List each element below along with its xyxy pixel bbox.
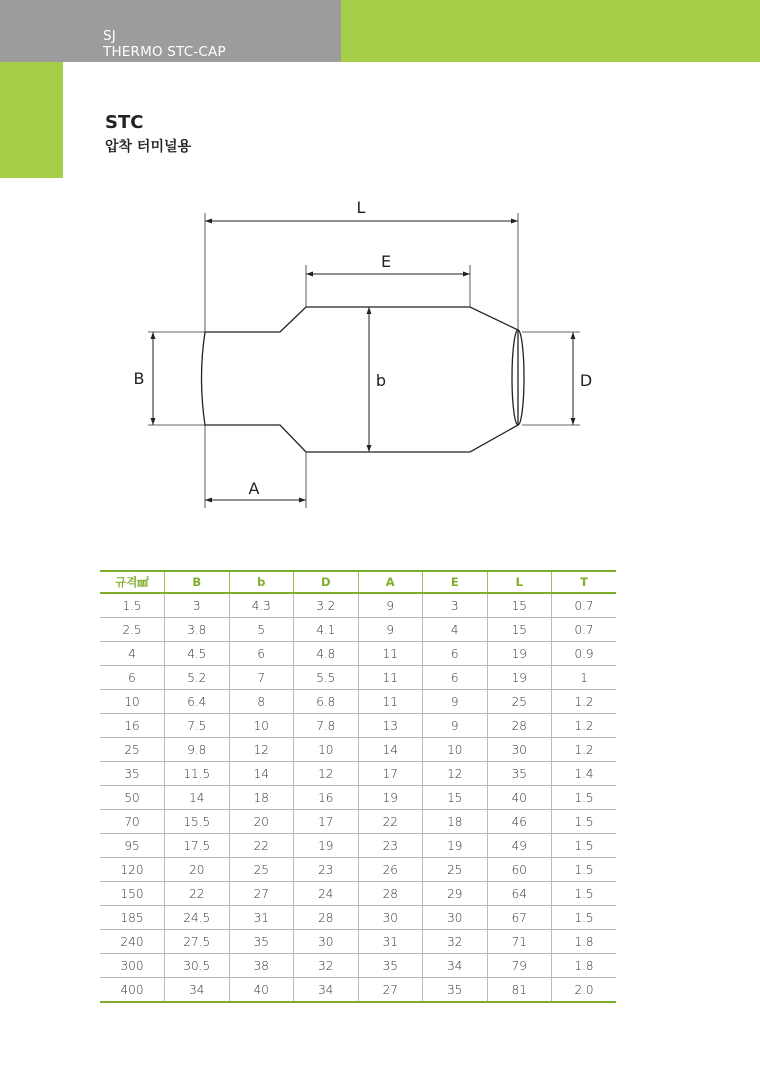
table-cell: 12	[294, 762, 359, 786]
column-header: 규격㎟	[100, 571, 165, 593]
table-cell: 67	[487, 906, 552, 930]
table-cell: 26	[358, 858, 423, 882]
table-cell: 16	[294, 786, 359, 810]
table-cell: 46	[487, 810, 552, 834]
table-cell: 6.8	[294, 690, 359, 714]
table-cell: 5	[229, 618, 294, 642]
table-row	[100, 954, 616, 978]
table-row	[100, 810, 616, 834]
table-cell: 25	[487, 690, 552, 714]
table-cell: 35	[229, 930, 294, 954]
table-row	[100, 762, 616, 786]
table-cell: 1	[552, 666, 617, 690]
table-cell: 19	[423, 834, 488, 858]
table-row	[100, 666, 616, 690]
table-cell: 11.5	[165, 762, 230, 786]
table-row	[100, 978, 616, 1003]
table-cell: 6	[229, 642, 294, 666]
table-cell: 19	[294, 834, 359, 858]
spec-table	[100, 570, 616, 1003]
table-cell: 7	[229, 666, 294, 690]
table-cell: 60	[487, 858, 552, 882]
table-cell: 30	[294, 930, 359, 954]
table-cell: 9	[358, 618, 423, 642]
table-cell: 35	[487, 762, 552, 786]
table-row	[100, 738, 616, 762]
table-cell: 40	[487, 786, 552, 810]
table-cell: 2.0	[552, 978, 617, 1003]
table-cell: 4.1	[294, 618, 359, 642]
table-cell: 13	[358, 714, 423, 738]
table-cell: 35	[423, 978, 488, 1003]
table-cell: 6	[423, 642, 488, 666]
table-cell: 1.5	[100, 593, 165, 618]
table-cell: 35	[358, 954, 423, 978]
table-cell: 25	[229, 858, 294, 882]
table-cell: 14	[358, 738, 423, 762]
table-cell: 1.5	[552, 834, 617, 858]
table-cell: 30.5	[165, 954, 230, 978]
table-cell: 14	[165, 786, 230, 810]
table-cell: 9.8	[165, 738, 230, 762]
table-cell: 0.9	[552, 642, 617, 666]
table-row	[100, 642, 616, 666]
table-cell: 30	[423, 906, 488, 930]
table-cell: 12	[229, 738, 294, 762]
table-cell: 16	[100, 714, 165, 738]
table-cell: 23	[294, 858, 359, 882]
table-cell: 4.3	[229, 593, 294, 618]
column-header: T	[552, 571, 617, 593]
table-cell: 1.8	[552, 954, 617, 978]
table-cell: 18	[229, 786, 294, 810]
table-cell: 20	[229, 810, 294, 834]
table-cell: 30	[487, 738, 552, 762]
dim-label-A: A	[248, 479, 260, 498]
column-header: E	[423, 571, 488, 593]
table-cell: 34	[423, 954, 488, 978]
table-cell: 35	[100, 762, 165, 786]
table-cell: 71	[487, 930, 552, 954]
table-cell: 19	[358, 786, 423, 810]
column-header: b	[229, 571, 294, 593]
table-cell: 19	[487, 642, 552, 666]
table-cell: 34	[165, 978, 230, 1003]
table-cell: 6	[100, 666, 165, 690]
table-cell: 49	[487, 834, 552, 858]
table-cell: 400	[100, 978, 165, 1003]
table-cell: 24.5	[165, 906, 230, 930]
table-cell: 3.2	[294, 593, 359, 618]
table-cell: 81	[487, 978, 552, 1003]
table-cell: 14	[229, 762, 294, 786]
table-row	[100, 906, 616, 930]
table-cell: 23	[358, 834, 423, 858]
table-cell: 17	[294, 810, 359, 834]
table-cell: 28	[358, 882, 423, 906]
table-cell: 1.5	[552, 906, 617, 930]
table-cell: 27.5	[165, 930, 230, 954]
table-cell: 5.5	[294, 666, 359, 690]
table-cell: 1.2	[552, 738, 617, 762]
table-cell: 3.8	[165, 618, 230, 642]
table-cell: 10	[423, 738, 488, 762]
spec-table-body	[100, 593, 616, 1002]
table-cell: 300	[100, 954, 165, 978]
table-cell: 22	[165, 882, 230, 906]
table-cell: 17.5	[165, 834, 230, 858]
table-cell: 9	[423, 690, 488, 714]
column-header: A	[358, 571, 423, 593]
table-cell: 1.2	[552, 714, 617, 738]
table-cell: 11	[358, 666, 423, 690]
table-cell: 4.5	[165, 642, 230, 666]
table-cell: 8	[229, 690, 294, 714]
table-cell: 22	[229, 834, 294, 858]
dim-label-L: L	[356, 198, 366, 217]
table-row	[100, 690, 616, 714]
table-row	[100, 882, 616, 906]
table-cell: 150	[100, 882, 165, 906]
table-cell: 27	[229, 882, 294, 906]
table-cell: 70	[100, 810, 165, 834]
table-cell: 22	[358, 810, 423, 834]
table-cell: 79	[487, 954, 552, 978]
section-subtitle: 압착 터미널용	[105, 139, 192, 155]
dim-label-b: b	[375, 371, 387, 390]
table-cell: 7.5	[165, 714, 230, 738]
table-cell: 15.5	[165, 810, 230, 834]
table-cell: 6	[423, 666, 488, 690]
table-cell: 3	[423, 593, 488, 618]
table-cell: 9	[358, 593, 423, 618]
table-cell: 4.8	[294, 642, 359, 666]
brand-line-2: THERMO STC-CAP	[103, 44, 226, 60]
table-cell: 30	[358, 906, 423, 930]
table-cell: 31	[358, 930, 423, 954]
table-cell: 10	[100, 690, 165, 714]
table-row	[100, 858, 616, 882]
section-title: STC	[105, 112, 144, 133]
table-cell: 29	[423, 882, 488, 906]
table-cell: 32	[294, 954, 359, 978]
table-cell: 2.5	[100, 618, 165, 642]
table-cell: 50	[100, 786, 165, 810]
table-cell: 64	[487, 882, 552, 906]
table-cell: 28	[294, 906, 359, 930]
table-cell: 0.7	[552, 618, 617, 642]
table-row	[100, 930, 616, 954]
table-cell: 1.5	[552, 810, 617, 834]
table-cell: 185	[100, 906, 165, 930]
column-header: L	[487, 571, 552, 593]
table-cell: 12	[423, 762, 488, 786]
table-cell: 1.5	[552, 858, 617, 882]
table-cell: 10	[294, 738, 359, 762]
table-cell: 6.4	[165, 690, 230, 714]
table-cell: 11	[358, 690, 423, 714]
table-cell: 1.4	[552, 762, 617, 786]
table-cell: 25	[100, 738, 165, 762]
table-row	[100, 618, 616, 642]
table-cell: 31	[229, 906, 294, 930]
table-cell: 9	[423, 714, 488, 738]
table-cell: 17	[358, 762, 423, 786]
table-cell: 4	[100, 642, 165, 666]
table-row	[100, 593, 616, 618]
table-cell: 1.5	[552, 882, 617, 906]
spec-table-header-row	[100, 571, 616, 593]
brand-line-1: SJ	[103, 28, 116, 44]
table-row	[100, 714, 616, 738]
table-cell: 18	[423, 810, 488, 834]
table-cell: 25	[423, 858, 488, 882]
table-row	[100, 834, 616, 858]
table-cell: 1.2	[552, 690, 617, 714]
table-cell: 40	[229, 978, 294, 1003]
table-cell: 1.8	[552, 930, 617, 954]
dim-label-D: D	[579, 371, 593, 390]
table-cell: 240	[100, 930, 165, 954]
table-cell: 0.7	[552, 593, 617, 618]
dim-label-B: B	[133, 369, 145, 388]
table-cell: 1.5	[552, 786, 617, 810]
column-header: D	[294, 571, 359, 593]
table-cell: 15	[487, 593, 552, 618]
dim-label-E: E	[380, 252, 392, 271]
table-cell: 28	[487, 714, 552, 738]
table-cell: 11	[358, 642, 423, 666]
table-cell: 3	[165, 593, 230, 618]
table-cell: 4	[423, 618, 488, 642]
table-cell: 15	[487, 618, 552, 642]
table-cell: 7.8	[294, 714, 359, 738]
table-row	[100, 786, 616, 810]
table-cell: 5.2	[165, 666, 230, 690]
table-cell: 27	[358, 978, 423, 1003]
table-cell: 38	[229, 954, 294, 978]
column-header: B	[165, 571, 230, 593]
table-cell: 34	[294, 978, 359, 1003]
stc-cap-outline	[202, 307, 519, 452]
table-cell: 95	[100, 834, 165, 858]
table-cell: 32	[423, 930, 488, 954]
table-cell: 15	[423, 786, 488, 810]
table-cell: 19	[487, 666, 552, 690]
table-cell: 120	[100, 858, 165, 882]
table-cell: 20	[165, 858, 230, 882]
table-cell: 24	[294, 882, 359, 906]
table-cell: 10	[229, 714, 294, 738]
